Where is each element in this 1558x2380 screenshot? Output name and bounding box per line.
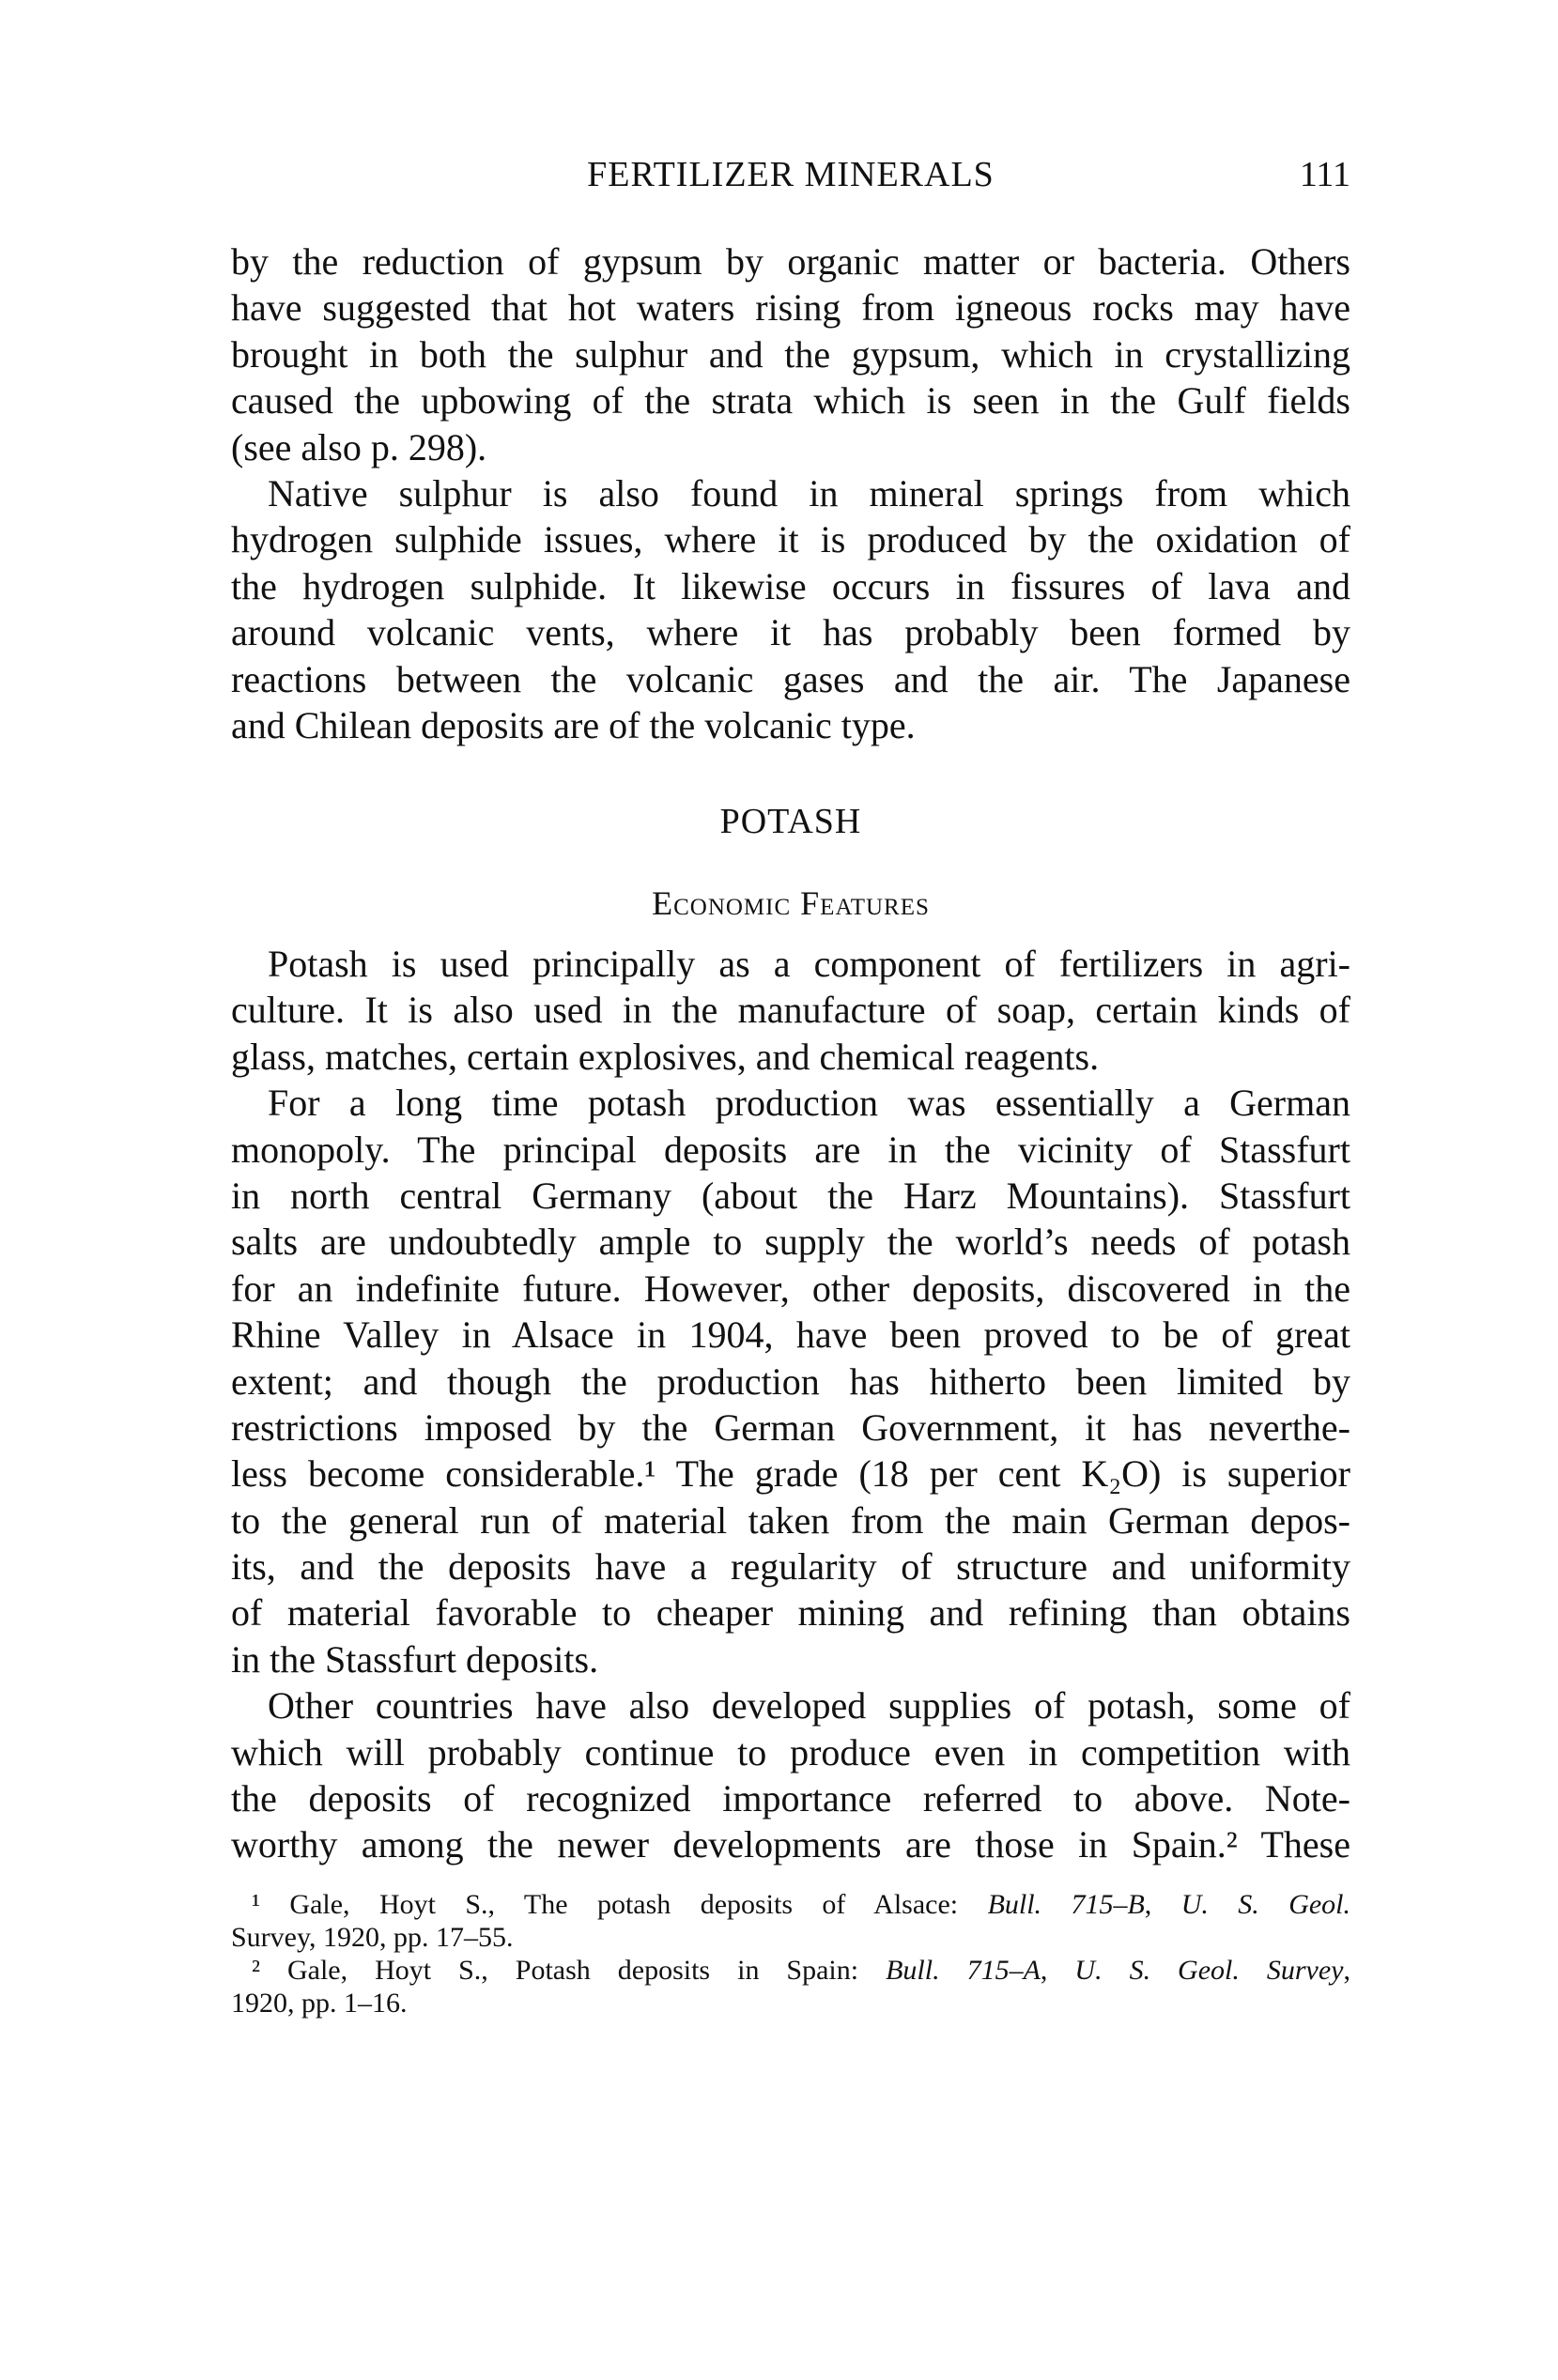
text-line: hydrogen sulphide issues, where it is produced by the oxidation of — [231, 518, 1350, 561]
subheading-economic-features: Economic Features — [652, 884, 930, 922]
text-line: the hydrogen sulphide. It likewise occurs in fissures of lava and — [231, 564, 1350, 607]
paragraph — [231, 470, 1350, 748]
text-line: restrictions imposed by the German Government, it has neverthe- — [231, 1405, 1350, 1449]
text-line: around volcanic vents, where it has probably been formed by — [231, 611, 1350, 654]
text-line: less become considerable.¹ The grade (18 per cent K₂O) is superior — [231, 1452, 1350, 1496]
text-line: brought in both the sulphur and the gypsum, which in crystallizing — [231, 332, 1350, 376]
text-line: (see also p. 298). — [231, 425, 487, 468]
text-line: Other countries have also developed supplies of potash, some of — [268, 1684, 1350, 1727]
text-line: have suggested that hot waters rising from igneous rocks may have — [231, 286, 1350, 330]
text-line: in north central Germany (about the Harz Mountains). Stassfurt — [231, 1174, 1350, 1217]
text-line: to the general run of material taken from the main German depos- — [231, 1498, 1350, 1542]
text-line: Native sulphur is also found in mineral springs from which — [268, 471, 1350, 514]
text-line: Rhine Valley in Alsace in 1904, have been proved to be of great — [231, 1313, 1350, 1357]
text-line: its, and the deposits have a regularity of structure and uniformity — [231, 1545, 1350, 1589]
text-line: of material favorable to cheaper mining and refining than obtains — [231, 1591, 1350, 1635]
text-line: monopoly. The principal deposits are in the vicinity of Stassfurt — [231, 1128, 1350, 1171]
page-number: 111 — [1299, 155, 1350, 194]
footnote — [231, 1954, 1350, 2019]
running-title: FERTILIZER MINERALS — [587, 155, 995, 194]
text-line: For a long time potash production was essentially a German — [268, 1082, 1350, 1125]
paragraph — [231, 238, 1350, 470]
text-line: in the Stassfurt deposits. — [231, 1637, 599, 1681]
text-line: Potash is used principally as a component of fertilizers in agri- — [268, 943, 1350, 985]
body-section-sulphur — [231, 238, 1350, 748]
text-line: 1920, pp. 1–16. — [231, 1988, 408, 2019]
text-line: the deposits of recognized importance referred to above. Note- — [231, 1777, 1350, 1820]
footnotes — [231, 1888, 1350, 2019]
footnote — [231, 1888, 1350, 1954]
body-section-potash — [231, 941, 1350, 1868]
text-line: ¹ Gale, Hoyt S., The potash deposits of Alsace: Bull. 715–B, U. S. Geol. — [252, 1889, 1351, 1920]
text-line: reactions between the volcanic gases and the air. The Japanese — [231, 657, 1350, 700]
text-line: caused the upbowing of the strata which is seen in the Gulf fields — [231, 379, 1350, 422]
text-line: which will probably continue to produce even in competition with — [231, 1730, 1350, 1773]
paragraph — [231, 1682, 1350, 1868]
text-line: glass, matches, certain explosives, and chemical reagents. — [231, 1035, 1100, 1078]
text-line: for an indefinite future. However, other deposits, discovered in the — [231, 1267, 1350, 1310]
text-line: culture. It is also used in the manufacture of soap, certain kinds of — [231, 989, 1350, 1032]
text-line: salts are undoubtedly ample to supply the world’s needs of potash — [231, 1221, 1350, 1264]
text-line: Survey, 1920, pp. 17–55. — [231, 1922, 514, 1953]
text-line: ² Gale, Hoyt S., Potash deposits in Spain: Bull. 715–A, U. S. Geol. Survey, — [252, 1955, 1350, 1986]
text-line: worthy among the newer developments are those in Spain.² These — [231, 1823, 1350, 1866]
text-line: and Chilean deposits are of the volcanic type. — [231, 703, 916, 746]
text-line: extent; and though the production has hitherto been limited by — [231, 1359, 1350, 1403]
text-line: by the reduction of gypsum by organic matter or bacteria. Others — [231, 240, 1350, 283]
paragraph — [231, 1080, 1350, 1682]
page-header — [231, 152, 1350, 197]
section-heading-potash: POTASH — [719, 802, 862, 841]
paragraph — [231, 941, 1350, 1080]
